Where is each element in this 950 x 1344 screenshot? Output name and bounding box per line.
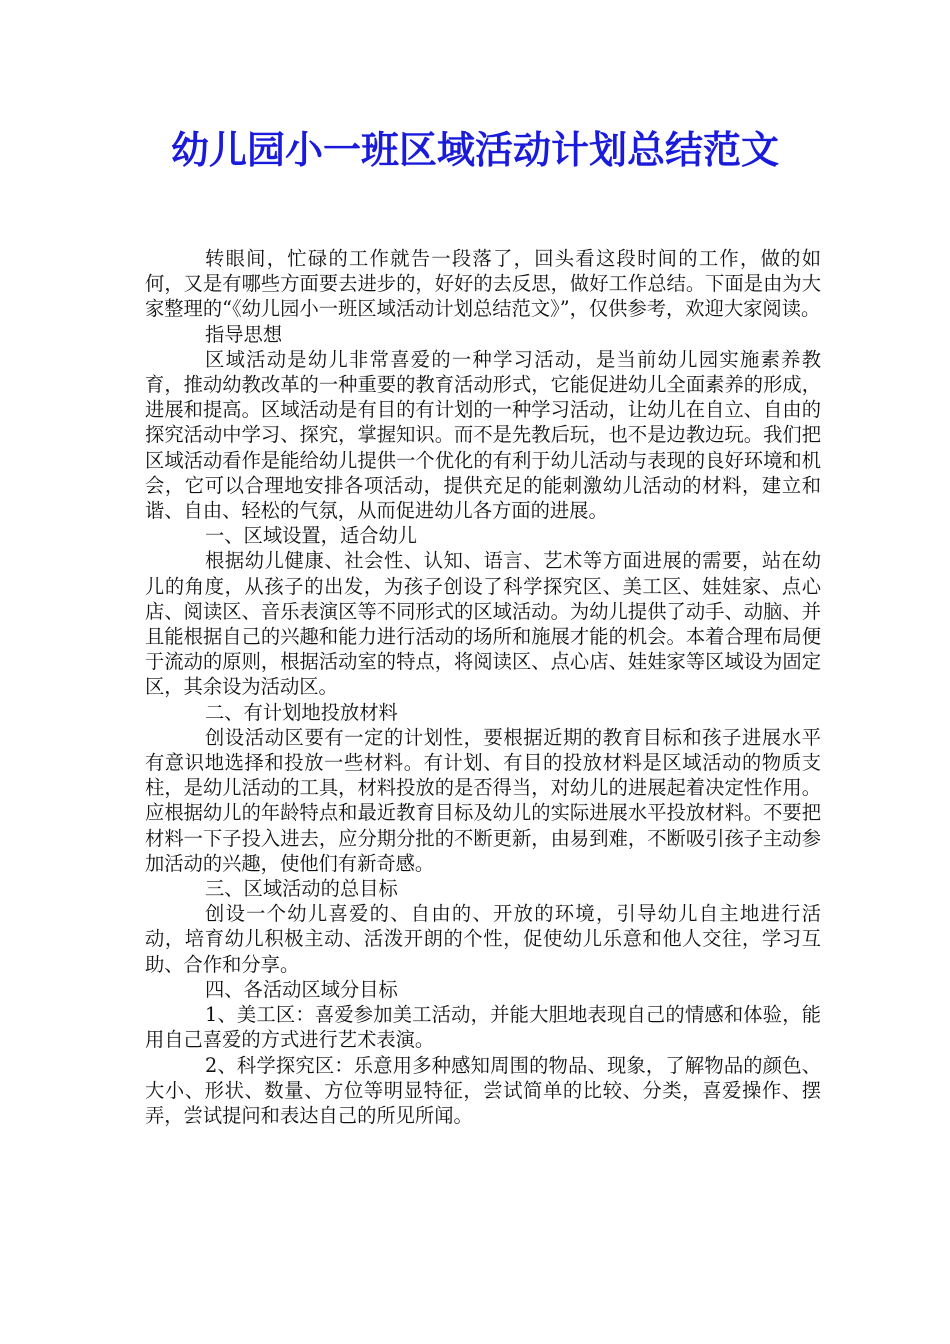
list-item-art-area: 1、美工区：喜爱参加美工活动，并能大胆地表现自己的情感和体验，能用自己喜爱的方式进行艺术表演。 xyxy=(145,1003,821,1052)
body-paragraph: 创设活动区要有一定的计划性，要根据近期的教育目标和孩子进展水平有意识地选择和投放一些材料。有计划、有目的投放材料是区域活动的物质支柱，是幼儿活动的工具，材料投放的是否得当，对幼儿的进展起着决定性作用。应根据幼儿的年龄特点和最近教育目标及幼儿的实际进展水平投放材料。不要把材料一下子投入进去，应分期分批的不断更新，由易到难，不断吸引孩子主动参加活动的兴趣，使他们有新奇感。 xyxy=(145,725,821,875)
document-title: 幼儿园小一班区域活动计划总结范文 xyxy=(170,127,779,172)
list-item-science-area: 2、科学探究区：乐意用多种感知周围的物品、现象，了解物品的颜色、大小、形状、数量、方位等明显特征，尝试简单的比较、分类，喜爱操作、摆弄，尝试提问和表达自己的所见所闻。 xyxy=(145,1053,821,1127)
document-body xyxy=(145,246,821,1128)
body-paragraph: 创设一个幼儿喜爱的、自由的、开放的环境，引导幼儿自主地进行活动，培育幼儿积极主动、活泼开朗的个性，促使幼儿乐意和他人交往，学习互助、合作和分享。 xyxy=(145,902,821,976)
section-heading-2: 二、有计划地投放材料 xyxy=(205,700,398,724)
body-paragraph: 根据幼儿健康、社会性、认知、语言、艺术等方面进展的需要，站在幼儿的角度，从孩子的出发，为孩子创设了科学探究区、美工区、娃娃家、点心店、阅读区、音乐表演区等不同形式的区域活动。为幼儿提供了动手、动脑、并且能根据自己的兴趣和能力进行活动的场所和施展才能的机会。本着合理布局便于流动的原则，根据活动室的特点，将阅读区、点心店、娃娃家等区域设为固定区，其余设为活动区。 xyxy=(145,549,821,699)
section-heading-guiding-idea: 指导思想 xyxy=(205,322,283,346)
intro-paragraph: 转眼间，忙碌的工作就告一段落了，回头看这段时间的工作，做的如何，又是有哪些方面要去进步的，好好的去反思，做好工作总结。下面是由为大家整理的“《幼儿园小一班区域活动计划总结范文》”，仅供参考，欢迎大家阅读。 xyxy=(145,247,821,321)
section-heading-4: 四、各活动区域分目标 xyxy=(205,977,398,1001)
section-heading-1: 一、区域设置，适合幼儿 xyxy=(205,524,418,548)
body-paragraph: 区域活动是幼儿非常喜爱的一种学习活动，是当前幼儿园实施素养教育，推动幼教改革的一种重要的教育活动形式，它能促进幼儿全面素养的形成，进展和提高。区域活动是有目的有计划的一种学习活动，让幼儿在自立、自由的探究活动中学习、探究，掌握知识。而不是先教后玩，也不是边教边玩。我们把区域活动看作是能给幼儿提供一个优化的有利于幼儿活动与表现的良好环境和机会，它可以合理地安排各项活动，提供充足的能刺激幼儿活动的材料，建立和谐、自由、轻松的气氛，从而促进幼儿各方面的进展。 xyxy=(145,347,821,523)
section-heading-3: 三、区域活动的总目标 xyxy=(205,877,398,901)
